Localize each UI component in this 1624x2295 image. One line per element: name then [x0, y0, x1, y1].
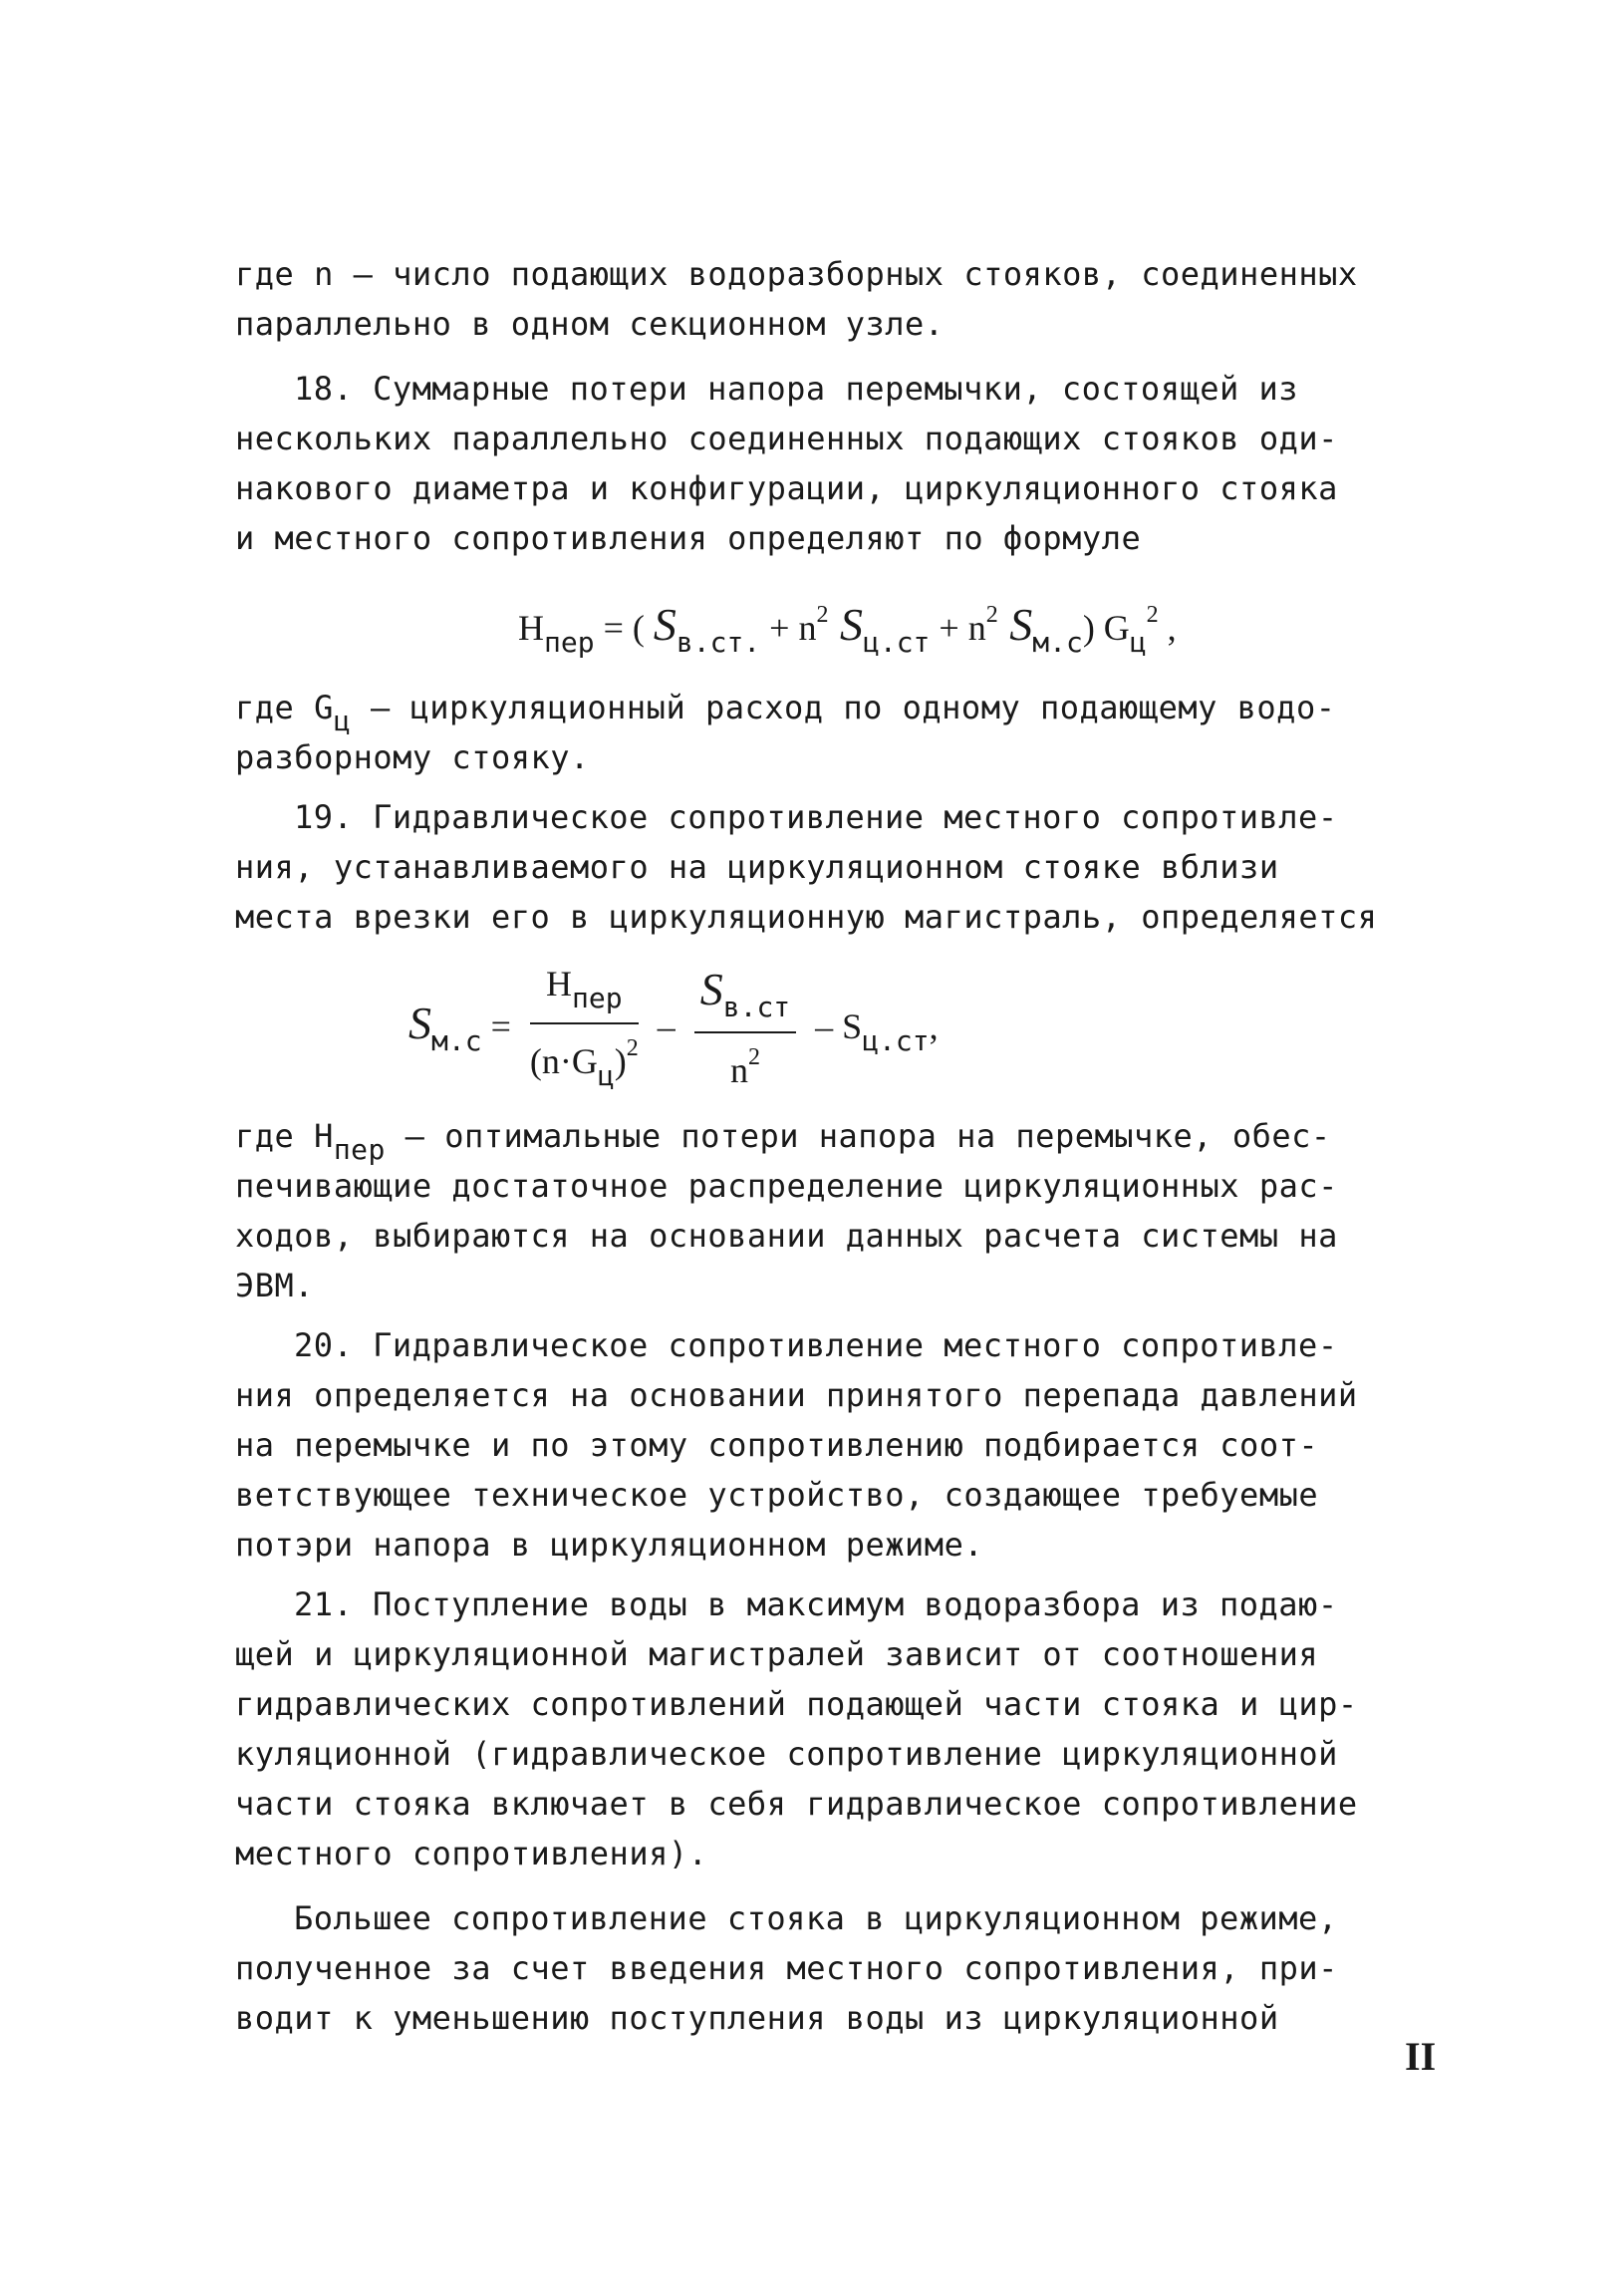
paragraph-19-start: 19. Гидравлическое сопротивление местного сопротивле-	[294, 798, 1338, 836]
text-line: ЭВМ.	[235, 1267, 315, 1304]
text-line: ния, устанавливаемого на циркуляционном стояке вблизи	[235, 848, 1279, 886]
text-line: нескольких параллельно соединенных подающих стояков оди-	[235, 420, 1338, 457]
text-line: куляционной (гидравлическое сопротивление циркуляционной	[235, 1735, 1338, 1773]
text-line: где Gц – циркуляционный расход по одному подающему водо-	[235, 689, 1336, 737]
text-line: где n – число подающих водоразборных стояков, соединенных	[235, 255, 1358, 293]
paragraph-20-start: 20. Гидравлическое сопротивление местного сопротивле-	[294, 1326, 1338, 1364]
paragraph-21-start: 21. Поступление воды в максимум водоразбора из подаю-	[294, 1585, 1338, 1623]
text-line: места врезки его в циркуляционную магистраль, определяется	[235, 898, 1378, 936]
text-line: ветствующее техническое устройство, создающее требуемые	[235, 1476, 1319, 1514]
text-line: и местного сопротивления определяют по формуле	[235, 519, 1142, 557]
text-line: гидравлических сопротивлений подающей части стояка и цир-	[235, 1685, 1358, 1723]
text-line: печивающие достаточное распределение циркуляционных рас-	[235, 1167, 1338, 1205]
text-line: части стояка включает в себя гидравлическое сопротивление	[235, 1785, 1358, 1823]
text-line: ния определяется на основании принятого перепада давлений	[235, 1376, 1358, 1414]
fraction-s-vst: $\frac{S_{в.ст}}{n^2}$	[694, 968, 796, 1092]
text-line: разборному стояку.	[235, 738, 590, 776]
paragraph-18-start: 18. Суммарные потери напора перемычки, состоящей из	[294, 370, 1299, 408]
text-line: накового диаметра и конфигурации, циркуляционного стояка	[235, 469, 1338, 507]
text-line: ходов, выбираются на основании данных расчета системы на	[235, 1217, 1338, 1255]
text-line: потэри напора в циркуляционном режиме.	[235, 1526, 984, 1564]
page-number: II	[1405, 2034, 1437, 2079]
formula-s-mc: $S_{м.с}$ = $\frac{H_{пер}}{(n\cdot G_ц)^2}$ – $\frac{S_{в.ст}}{n^2}$ – $S_{ц.ст}$,	[408, 962, 939, 1098]
paragraph-start: Большее сопротивление стояка в циркуляционном режиме,	[294, 1899, 1338, 1937]
text-line: местного сопротивления).	[235, 1835, 708, 1872]
text-line: на перемычке и по этому сопротивлению подбирается соот-	[235, 1426, 1319, 1464]
text-line: полученное за счет введения местного сопротивления, при-	[235, 1949, 1338, 1987]
text-line: водит к уменьшению поступления воды из циркуляционной	[235, 1999, 1279, 2037]
formula-h-per: $H_{пер}$ = ( $S_{в.ст.} + n^2$ $S_{ц.ст} + n^2$ $S_{м.с}$) $G_ц^2$ ,	[518, 599, 1177, 659]
text-line: щей и циркуляционной магистралей зависит от соотношения	[235, 1635, 1319, 1673]
text-line: параллельно в одном секционном узле.	[235, 305, 945, 343]
fraction-h-per: $\frac{H_{пер}}{(n\cdot G_ц)^2}$	[529, 964, 639, 1092]
text-line: где Hпер – оптимальные потери напора на перемычке, обес-	[235, 1117, 1331, 1166]
